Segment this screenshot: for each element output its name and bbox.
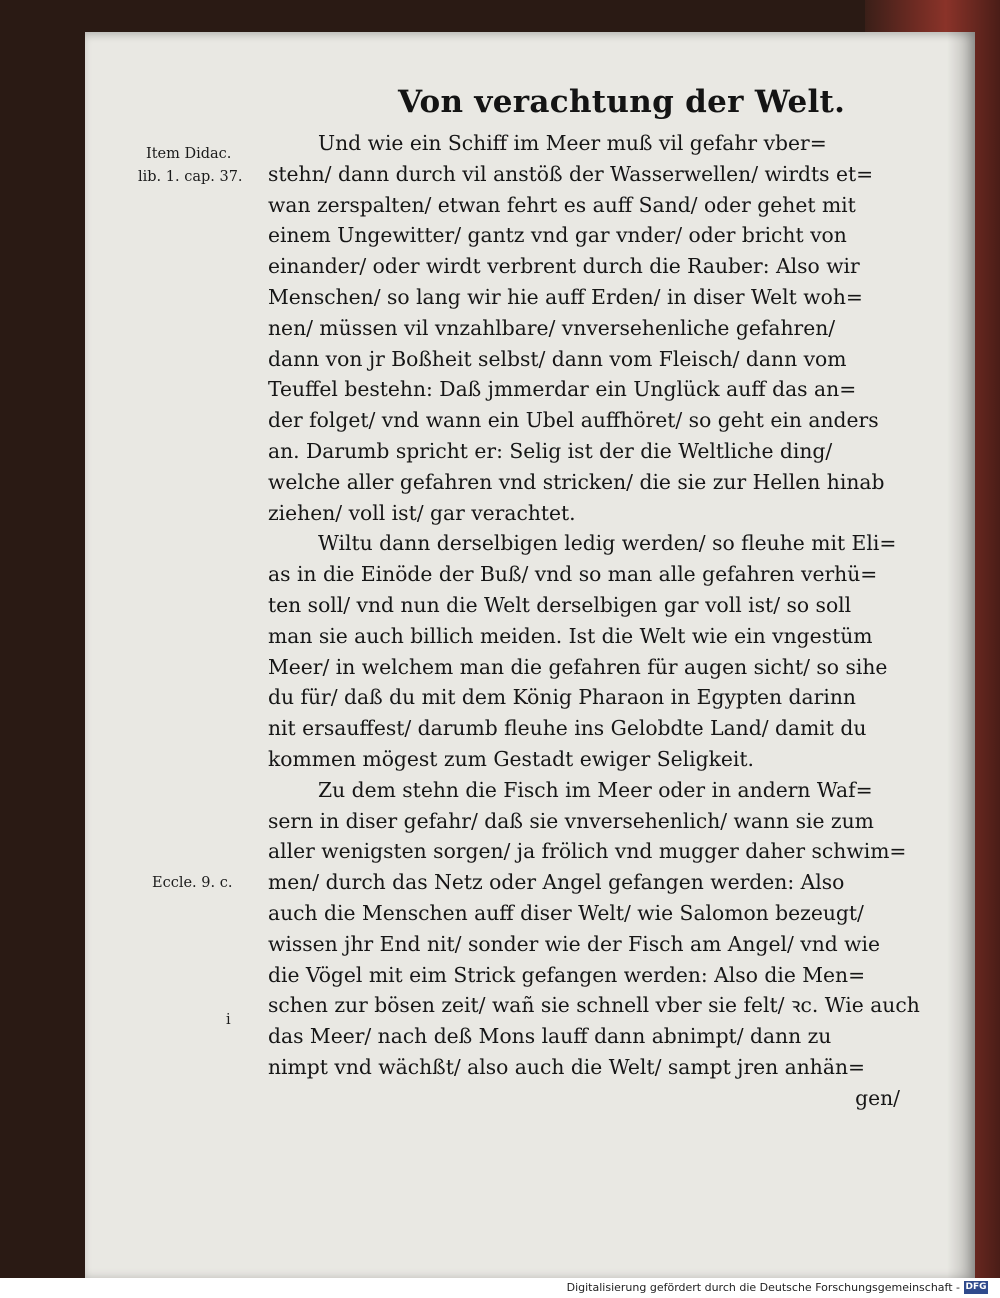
margin-note-chapter: lib. 1. cap. 37. bbox=[138, 169, 243, 185]
text-line: einander/ oder wirdt verbrent durch die Rauber: Also wir bbox=[268, 254, 860, 279]
text-line: nen/ müssen vil vnzahlbare/ vnversehenliche gefahren/ bbox=[268, 315, 836, 340]
text-line: die Vögel mit eim Strick gefangen werden: Also die Men= bbox=[268, 962, 866, 987]
text-line: das Meer/ nach deß Mons lauff dann abnimpt/ dann zu bbox=[268, 1024, 832, 1049]
text-line: man sie auch billich meiden. Ist die Welt wie ein vngestüm bbox=[268, 623, 873, 648]
running-head: Von verachtung der Welt. bbox=[398, 84, 846, 120]
text-line: der folget/ vnd wann ein Ubel auffhöret/ so geht ein anders bbox=[268, 408, 879, 433]
text-line: Und wie ein Schiff im Meer muß vil gefahr vber= bbox=[318, 131, 827, 155]
text-line: Zu dem stehn die Fisch im Meer oder in andern Waf= bbox=[318, 777, 873, 802]
text-line: Wiltu dann derselbigen ledig werden/ so fleuhe mit Eli= bbox=[318, 531, 897, 556]
text-line: men/ durch das Netz oder Angel gefangen werden: Also bbox=[268, 870, 845, 895]
text-line: wan zerspalten/ etwan fehrt es auff Sand/ oder gehet mit bbox=[268, 192, 856, 217]
catchword: gen/ bbox=[855, 1085, 900, 1110]
text-line: wissen jhr End nit/ sonder wie der Fisch am Angel/ vnd wie bbox=[268, 931, 881, 956]
body-text bbox=[268, 128, 920, 1114]
page-gutter-shadow bbox=[947, 32, 975, 1278]
text-line: Menschen/ so lang wir hie auff Erden/ in diser Welt woh= bbox=[268, 284, 863, 309]
text-line: aller wenigsten sorgen/ ja frölich vnd mugger daher schwim= bbox=[268, 839, 907, 864]
margin-mark: i bbox=[226, 1012, 231, 1028]
dfg-logo: DFG bbox=[965, 1282, 987, 1292]
text-line: nit ersauffest/ darumb fleuhe ins Gelobdte Land/ damit du bbox=[268, 716, 867, 741]
text-line: stehn/ dann durch vil anstöß der Wasserwellen/ wirdts et= bbox=[268, 161, 874, 186]
text-line: nimpt vnd wächßt/ also auch die Welt/ sampt jren anhän= bbox=[268, 1054, 866, 1079]
text-line: ten soll/ vnd nun die Welt derselbigen gar voll ist/ so soll bbox=[268, 592, 852, 617]
text-line: dann von jr Boßheit selbst/ dann vom Fleisch/ dann vom bbox=[268, 346, 847, 371]
text-line: du für/ daß du mit dem König Pharaon in Egypten darinn bbox=[268, 685, 856, 710]
funding-credit: Digitalisierung gefördert durch die Deutsche Forschungsgemeinschaft - bbox=[566, 1281, 960, 1294]
text-line: welche aller gefahren vnd stricken/ die sie zur Hellen hinab bbox=[268, 469, 885, 494]
text-line: as in die Einöde der Buß/ vnd so man alle gefahren verhü= bbox=[268, 562, 878, 587]
text-line: ziehen/ voll ist/ gar verachtet. bbox=[268, 500, 576, 525]
footer-bar bbox=[0, 1278, 1000, 1298]
text-line: Meer/ in welchem man die gefahren für augen sicht/ so sihe bbox=[268, 654, 888, 679]
text-line: auch die Menschen auff diser Welt/ wie Salomon bezeugt/ bbox=[268, 900, 864, 925]
text-line: Teuffel bestehn: Daß jmmerdar ein Unglück auff das an= bbox=[268, 377, 857, 402]
text-line: an. Darumb spricht er: Selig ist der die Weltliche ding/ bbox=[268, 438, 833, 463]
text-line: einem Ungewitter/ gantz vnd gar vnder/ oder bricht von bbox=[268, 223, 847, 248]
margin-note-source: Item Didac. bbox=[146, 146, 232, 162]
text-line: sern in diser gefahr/ daß sie vnversehenlich/ wann sie zum bbox=[268, 808, 874, 833]
text-line: schen zur bösen zeit/ wañ sie schnell vber sie felt/ ꝛc. Wie auch bbox=[268, 993, 920, 1018]
text-line: kommen mögest zum Gestadt ewiger Seligkeit. bbox=[268, 746, 754, 771]
margin-note-ecclesiastes: Eccle. 9. c. bbox=[152, 875, 233, 891]
